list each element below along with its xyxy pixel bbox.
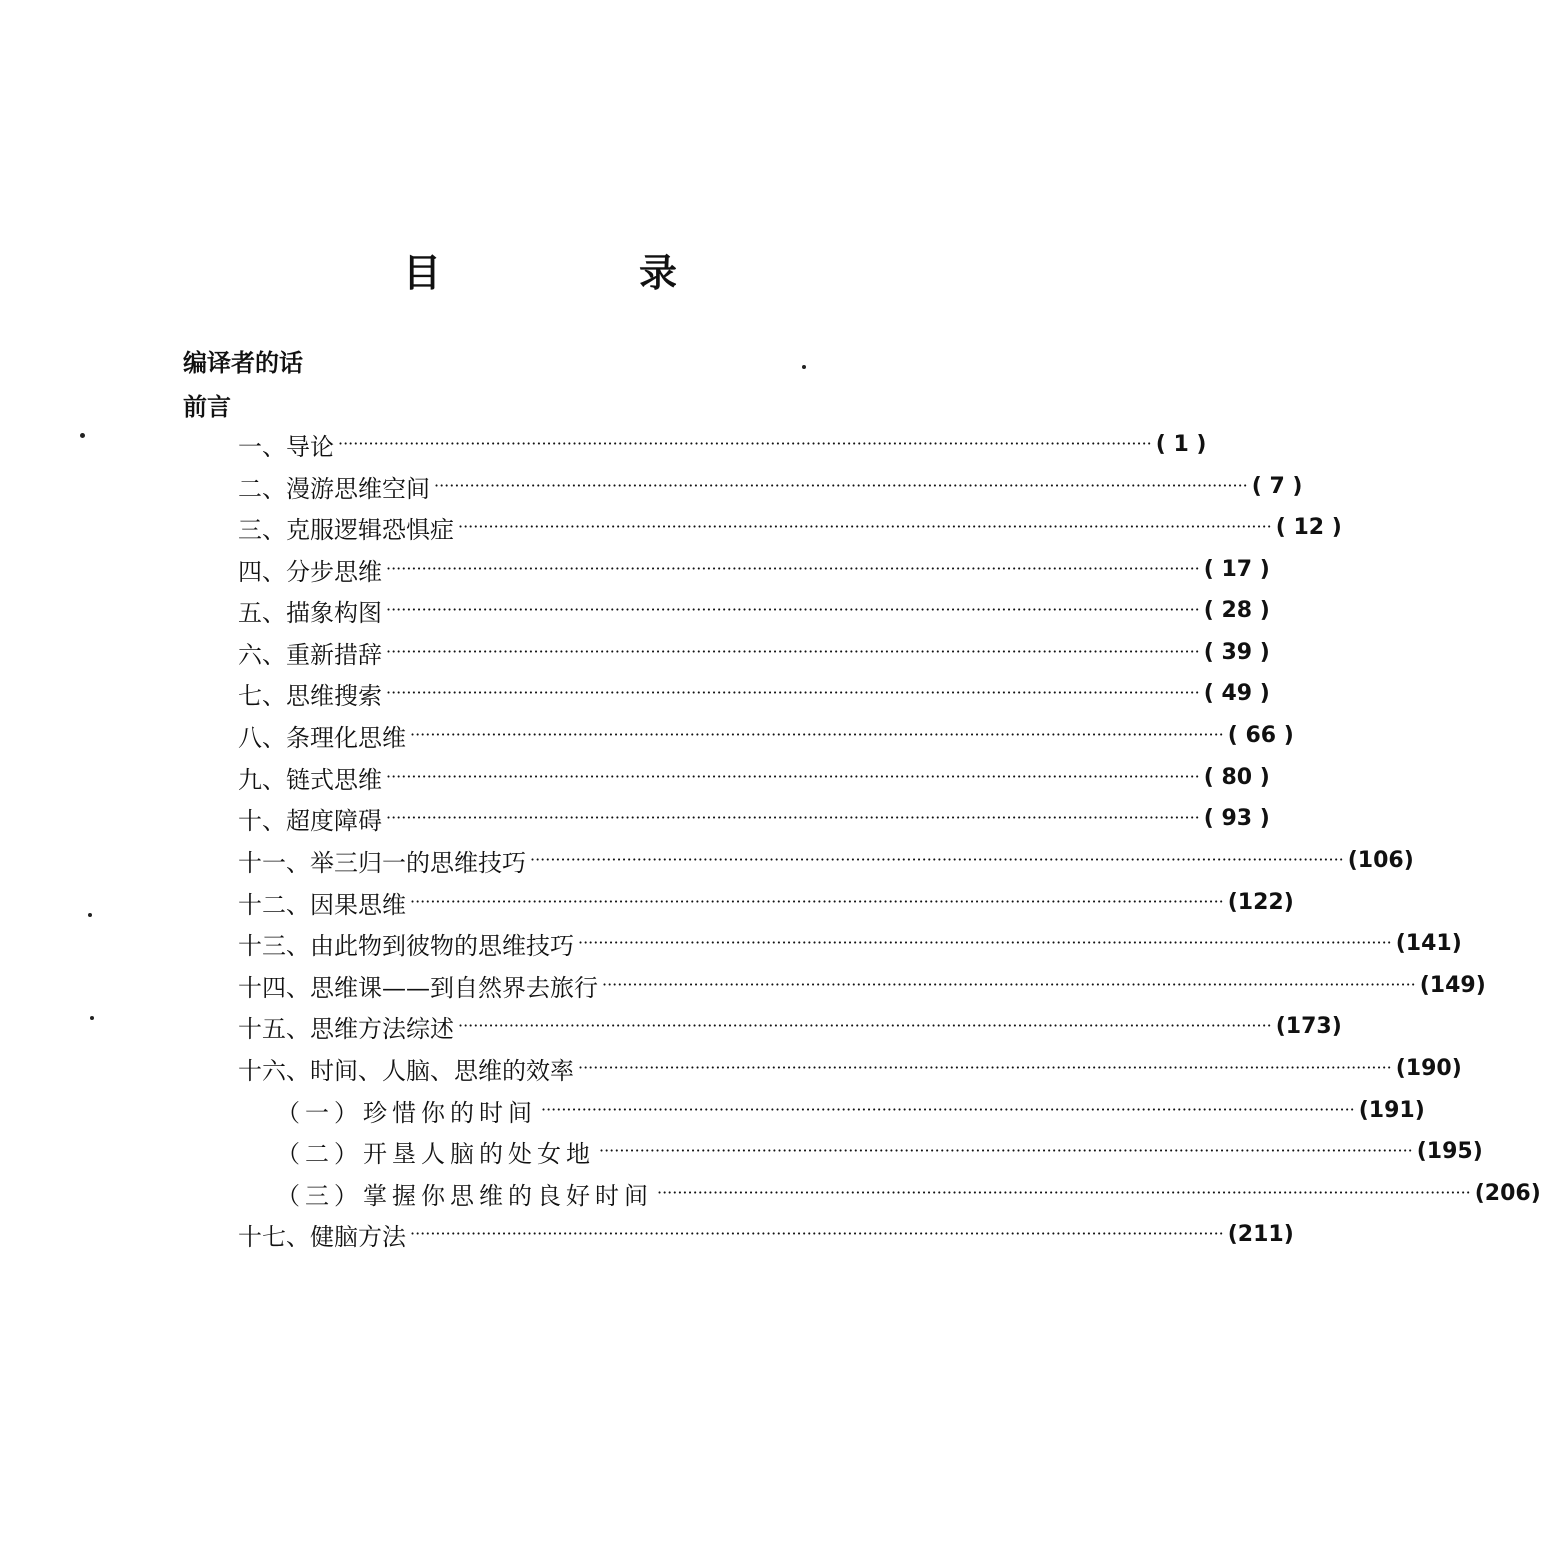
toc-entry-title: （三）掌握你思维的良好时间 [276, 1181, 653, 1210]
toc-entry-page: (211) [1227, 1221, 1294, 1247]
toc-entry [276, 1176, 1541, 1210]
toc-entry-page: (149) [1419, 972, 1486, 998]
toc-entry-page: ( 28 ) [1203, 597, 1270, 623]
dot-leader: ································································································································································ [386, 600, 1200, 619]
toc-entry-title: 七、思维搜索 [238, 681, 382, 710]
toc-entry-title: 三、克服逻辑恐惧症 [238, 515, 454, 544]
toc-entry [238, 676, 1270, 710]
toc-entry-title: 十四、思维课——到自然界去旅行 [238, 973, 598, 1002]
dot-leader: ································································································································································ [530, 850, 1344, 869]
dot-leader: ································································································································································ [599, 1141, 1413, 1160]
toc-entry [276, 1134, 1483, 1168]
toc-entry-page: ( 39 ) [1203, 639, 1270, 665]
toc-entry-title: （一）珍惜你的时间 [276, 1098, 537, 1127]
toc-entry-page: (173) [1275, 1013, 1342, 1039]
toc-entry-page: ( 17 ) [1203, 556, 1270, 582]
dot-leader: ································································································································································ [386, 559, 1200, 578]
toc-entry-page: (106) [1347, 847, 1414, 873]
toc-entry-page: (122) [1227, 889, 1294, 915]
dot-leader: ································································································································································ [410, 1224, 1224, 1243]
dot-leader: ································································································································································ [410, 892, 1224, 911]
toc-entry-title: 六、重新措辞 [238, 640, 382, 669]
dot-leader: ································································································································································ [386, 808, 1200, 827]
toc-entry-page: (191) [1358, 1097, 1425, 1123]
scan-speck [88, 913, 92, 917]
toc-entry [238, 427, 1207, 461]
toc-entry-page: (190) [1395, 1055, 1462, 1081]
toc-entry [238, 1051, 1462, 1085]
toc-entry-title: 四、分步思维 [238, 557, 382, 586]
toc-entry-page: ( 12 ) [1275, 514, 1342, 540]
toc-entry-page: (195) [1416, 1138, 1483, 1164]
dot-leader: ································································································································································ [458, 517, 1272, 536]
toc-entry-page: ( 1 ) [1155, 431, 1207, 457]
dot-leader: ································································································································································ [338, 434, 1152, 453]
toc-entry [238, 760, 1270, 794]
toc-entry-title: 十七、健脑方法 [238, 1222, 406, 1251]
toc-entry-title: 十六、时间、人脑、思维的效率 [238, 1056, 574, 1085]
dot-leader: ································································································································································ [386, 642, 1200, 661]
toc-entry-page: (206) [1474, 1180, 1541, 1206]
toc-entry-title: 五、描象构图 [238, 598, 382, 627]
dot-leader: ································································································································································ [434, 476, 1248, 495]
toc-entry-title: 十、超度障碍 [238, 806, 382, 835]
front-matter-preface: 前言 [183, 393, 231, 421]
toc-entry [276, 1093, 1425, 1127]
toc-entry [238, 510, 1342, 544]
toc-entry-title: 十一、举三归一的思维技巧 [238, 848, 526, 877]
dot-leader: ································································································································································ [578, 1058, 1392, 1077]
toc-entry [238, 885, 1294, 919]
toc-entry-title: 十五、思维方法综述 [238, 1014, 454, 1043]
toc-entry [238, 718, 1294, 752]
toc-entry [238, 968, 1486, 1002]
toc-entry [238, 1009, 1342, 1043]
toc-entry-title: 八、条理化思维 [238, 723, 406, 752]
dot-leader: ································································································································································ [410, 725, 1224, 744]
toc-entry [238, 469, 1303, 503]
toc-entry [238, 635, 1270, 669]
toc-entry [238, 926, 1462, 960]
scan-speck [90, 1016, 94, 1020]
page-title: 目 录 [402, 251, 757, 295]
toc-entry [238, 593, 1270, 627]
toc-entry [238, 843, 1414, 877]
toc-entry [238, 801, 1270, 835]
toc-entry-title: 一、导论 [238, 432, 334, 461]
scan-speck [802, 365, 806, 369]
toc-entry-title: 九、链式思维 [238, 765, 382, 794]
scan-speck [80, 433, 85, 438]
dot-leader: ································································································································································ [386, 683, 1200, 702]
dot-leader: ································································································································································ [458, 1016, 1272, 1035]
dot-leader: ································································································································································ [386, 767, 1200, 786]
toc-entry-page: ( 49 ) [1203, 680, 1270, 706]
toc-entry-page: ( 66 ) [1227, 722, 1294, 748]
toc-entry-title: （二）开垦人脑的处女地 [276, 1139, 595, 1168]
toc-entry [238, 552, 1270, 586]
dot-leader: ································································································································································ [602, 975, 1416, 994]
toc-entry-page: (141) [1395, 930, 1462, 956]
dot-leader: ································································································································································ [657, 1183, 1471, 1202]
front-matter-translators-note: 编译者的话 [183, 349, 303, 377]
dot-leader: ································································································································································ [578, 933, 1392, 952]
toc-entry-page: ( 7 ) [1251, 473, 1303, 499]
dot-leader: ································································································································································ [541, 1100, 1355, 1119]
toc-entry-page: ( 93 ) [1203, 805, 1270, 831]
toc-entry [238, 1217, 1294, 1251]
toc-entry-title: 十三、由此物到彼物的思维技巧 [238, 931, 574, 960]
toc-entry-page: ( 80 ) [1203, 764, 1270, 790]
toc-entry-title: 十二、因果思维 [238, 890, 406, 919]
toc-entry-title: 二、漫游思维空间 [238, 474, 430, 503]
